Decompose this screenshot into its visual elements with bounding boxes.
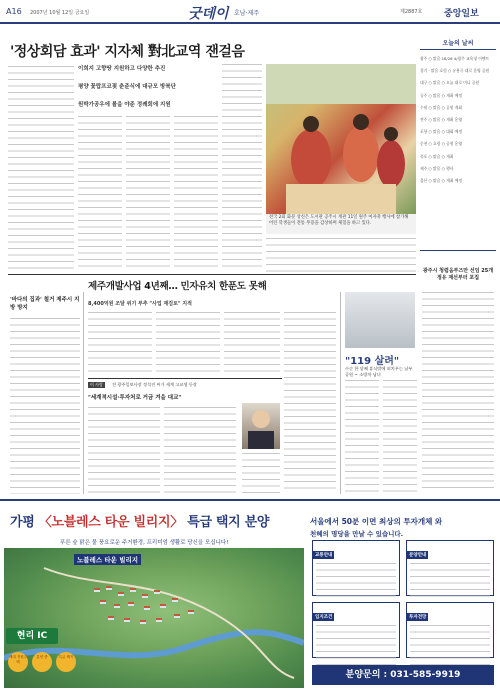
column-divider (420, 250, 496, 251)
brand-name: 중앙일보 (444, 9, 479, 19)
ad-headline-1: 서울에서 50분 이면 최상의 투자개체 와 (310, 517, 443, 526)
ad-subtitle: 푸른 숲 맑은 물 풍요로운 주거환경, 프리미엄 생활로 당신을 모십니다! (60, 540, 229, 546)
weather-list (420, 56, 496, 184)
second-text-2 (156, 312, 220, 372)
third-photo (345, 292, 415, 348)
weather-row: 순천 ○ 흐림 ○ 공원 운영 (420, 141, 463, 147)
ad-box-location (312, 602, 400, 658)
ad-title-emphasis: 〈노블레스 타운 빌리지〉 (38, 515, 183, 530)
interview-quote: "세계적시설·투자처로 거금 겨을 대교" (88, 395, 182, 401)
weather-row: 목포 ○ 맑음 ○ 개최 (420, 153, 454, 159)
section-title: 호남·제주 (234, 10, 260, 17)
third-text-1 (345, 380, 379, 494)
interview-text-2 (164, 407, 236, 493)
section-rule (8, 274, 416, 275)
subhead-1: 이희지 고향땅 지원하고 다양한 추진 (78, 66, 166, 72)
third-text-2 (383, 380, 417, 494)
second-text-1 (88, 312, 152, 372)
article-text-under-photo (266, 238, 416, 272)
article-text-col-2 (78, 116, 122, 272)
weather-row: 수원 ○ 맑음 ○ 공원 개회 (420, 104, 463, 110)
column-bottom-heading: 광주시 청렴옴부즈만 선임 25개 정유 재선부터 포집 (422, 268, 494, 281)
weather-row: 공주 ○ 맑음 ○ 개최 예정 (420, 92, 463, 98)
ad-info-boxes (312, 540, 494, 660)
second-headline: 제주개발사업 4년째… 민자유치 한푼도 못해 (88, 281, 267, 292)
weather-column (420, 36, 496, 184)
ad-badge-1: 세대 전원주택 (8, 652, 28, 672)
column-bottom-text (422, 292, 494, 492)
article-text-col-1 (8, 66, 74, 272)
interview-text-3 (242, 453, 280, 493)
second-text-4 (284, 312, 336, 494)
ad-title-pre: 가평 (10, 515, 35, 530)
side-story-text (10, 318, 80, 494)
ad-headline-2: 천혜의 명당을 만날 수 있습니다. (310, 530, 404, 538)
ad-box-title-location: 입지조건 (315, 615, 333, 620)
ad-box-sale (406, 540, 494, 596)
third-deck: 수순 한 달째 휴식밖에 외치우는 남부 공원 ~ 소방차 남녀 (345, 366, 413, 377)
interview-title: 전 광주일보사장 정석진 씨가 세계 고교생 등장 (112, 382, 197, 387)
weather-row: 포항 ○ 맑음 ○ 대회 예정 (420, 129, 463, 135)
subhead-2: 평양 꽃랍프코젖 춘준식에 대규모 방북단 (78, 84, 176, 90)
ad-box-title-sale: 분양안내 (409, 553, 427, 558)
subhead-3: 원박가공우에 볼을 야준 정례회에 지원 (78, 102, 171, 108)
column-rule-2 (340, 292, 341, 494)
edition-number: 제2887호 (400, 9, 423, 15)
page-header (0, 0, 500, 24)
weather-row: 제주 ○ 맑음 ○ 행사 (420, 165, 454, 171)
interview-portrait (242, 403, 280, 449)
page-number: A16 (6, 7, 22, 16)
ad-badge-2: 분양 중 (32, 652, 52, 672)
interview-label: 이 사람 (90, 382, 103, 387)
ad-box-title-investment: 투자전망 (409, 615, 427, 620)
main-headline: '정상회담 효과' 지자체 對北교역 잰걸음 (10, 44, 245, 60)
ad-box-investment (406, 602, 494, 658)
ad-title (10, 511, 269, 530)
ad-exit-sign: 현리 IC (6, 628, 58, 644)
ad-box-transport (312, 540, 400, 596)
ad-badge-3: 특급 택지 (56, 652, 76, 672)
ad-info-panel (310, 516, 496, 538)
ad-phone-number: 분양문의 : 031-585-9919 (312, 665, 494, 685)
photo-caption: 전국 2회 화분 상신은 도서관 공주시 계관 11일 원주 여자축 행사에 참가해 어린 학생들이 전통 무용을 감상하며 체험을 하고 있다. (266, 214, 416, 234)
weather-row: 경기 · 맑음 흐림 ○ 유용곡 대로 운영 공원 (420, 68, 490, 74)
issue-date: 2007년 10월 12일 금요일 (30, 10, 90, 16)
weather-title: 오늘의 날씨 (420, 36, 496, 50)
third-headline: "119 살려" (345, 356, 400, 367)
ad-box-title-transport: 교통안내 (315, 553, 333, 558)
weather-row: 울산 ○ 맑음 ○ 개최 예정 (420, 178, 463, 184)
weather-row: 전주 ○ 맑음 ○ 개최 운영 (420, 117, 463, 123)
news-photo (266, 64, 416, 214)
interview-text-1 (88, 407, 160, 493)
interview-box (88, 378, 282, 494)
article-text-col-4 (174, 116, 218, 272)
column-rule (83, 292, 84, 494)
weather-row: 광주 ○ 맑음 18/26 4/광주 교육청 이벤트 (420, 56, 490, 61)
newspaper-logo: 굿데이 (188, 6, 229, 22)
ad-map-label: 노블레스 타운 빌리지 (74, 554, 141, 565)
side-story-title: '바다의 집과' 철거 제주시 지방 방지 (10, 297, 80, 311)
second-deck: 8,400억원 조달 위기 부추 "사업 재검토" 지적 (88, 301, 192, 307)
second-text-3 (224, 312, 280, 372)
article-text-col-5 (222, 64, 262, 272)
article-text-col-3 (126, 116, 170, 272)
weather-row: 대구 ○ 맑음 ○ 오늘 대로 미니 공원 (420, 80, 480, 86)
ad-title-post: 특급 택지 분양 (187, 515, 270, 530)
